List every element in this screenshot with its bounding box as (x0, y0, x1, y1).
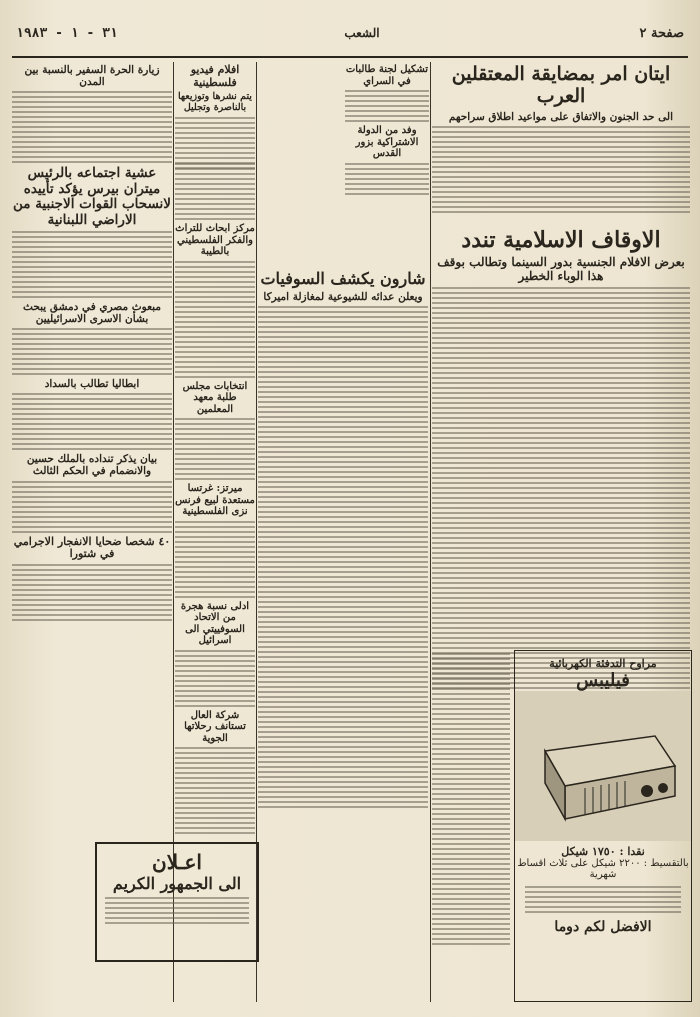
article-body (345, 90, 429, 122)
sharon-article (258, 270, 428, 811)
peres-headline: عشية اجتماعه بالرئيس ميتران بيرس يؤكد تأييده لانسحاب القوات الاجنبية من الاراضي اللبنانية (12, 165, 172, 228)
ambassador-headline: زيارة الحرة السفير بالنسبة بين المدن (24, 64, 160, 89)
lead-article (432, 64, 690, 216)
newspaper-name: الشعب (344, 26, 380, 40)
statement-headline: بيان يذكر تنداده بالملك حسين والانضمام في الحكم الثالث (26, 453, 158, 478)
page-header (12, 20, 688, 58)
article-body (12, 481, 172, 533)
delegation-headline: وفد من الدولة الاشتراكية بزور القدس (355, 125, 419, 159)
article-body (12, 564, 172, 621)
article-body (175, 747, 255, 834)
lower-right-article (432, 650, 510, 948)
elal-headline: شركة العال تستانف رحلاتها الجوية (184, 709, 246, 744)
philips-advertisement (514, 650, 692, 1002)
column-five (12, 64, 172, 624)
lead-subhead: الى حد الجنون والاتفاق على مواعيد اطلاق سراحهم (448, 110, 674, 123)
announcement-subtitle: الى الجمهور الكريم (112, 874, 242, 893)
announcement-body (105, 897, 249, 924)
article-body (345, 163, 429, 195)
immigration-headline: ادلى نسبة هجرة من الاتحاد السوفييتي الى اسرائيل (180, 600, 250, 646)
awqaf-subhead: بعرض الافلام الجنسية بدور السينما وتطالب بوقف هذا الوباء الخطير (437, 255, 685, 284)
article-body (12, 393, 172, 450)
elections-headline: انتخابات مجلس طلبة معهد المعلمين (182, 380, 248, 415)
article-body (175, 261, 255, 378)
ad-slogan: الافضل لكم دوما (554, 919, 652, 935)
awqaf-headline: الاوقاف الاسلامية تندد (461, 228, 661, 253)
envoy-headline: مبعوث مصري في دمشق يبحث بشأن الاسرى الاسرائيليين (23, 301, 161, 326)
italy-headline: ابطاليا تطالب بالسداد (44, 378, 140, 391)
article-body (175, 163, 255, 220)
explosion-headline: ٤٠ شخصا ضحايا الانفجار الاجرامي في شتورا (13, 534, 171, 561)
announcement-box (95, 842, 259, 962)
ad-body (525, 886, 681, 913)
heater-illustration (515, 691, 691, 841)
column-rule (430, 62, 431, 1002)
students-headline: تشكيل لجنة طالبات في السراي (345, 64, 429, 87)
ad-cash-price: نقدا : ١٧٥٠ شيكل (561, 845, 645, 858)
ad-title: مراوح التدفئة الكهربائية (549, 657, 657, 670)
article-body (432, 126, 690, 213)
ad-brand: فيليبس (576, 670, 630, 691)
article-body (432, 287, 690, 689)
page-number: صفحة ٢ (639, 26, 684, 41)
film-subhead: يتم نشرها وتوزيعها بالناصرة وتجليل (178, 91, 252, 114)
article-body (12, 91, 172, 163)
issue-date: ٣١ - ١ - ١٩٨٣ (16, 26, 118, 41)
awqaf-article (432, 228, 690, 692)
article-body (12, 231, 172, 298)
sharon-headline: شارون يكشف السوفيات (260, 270, 426, 288)
research-center-headline: مركز ابحاث للتراث والفكر الفلسطيني بالطيبة (175, 223, 255, 257)
article-body (258, 306, 428, 808)
lead-headline: ايتان امر بمضايقة المعتقلين العرب (451, 64, 671, 107)
article-body (175, 650, 255, 707)
film-headline: افلام فيديو فلسطينية (190, 64, 240, 89)
article-body (175, 521, 255, 598)
sharon-subhead: ويعلن عدائه للشيوعية لمغازلة اميركا (263, 291, 423, 304)
students-article (345, 64, 429, 198)
film-article (175, 64, 255, 172)
column-four (175, 160, 255, 837)
article-body (175, 418, 255, 480)
ad-installments: بالتقسيط : ٢٢٠٠ شيكل على ثلاث اقساط شهرية (517, 858, 689, 880)
announcement-title: اعـلان (152, 850, 202, 874)
article-body (432, 653, 510, 945)
article-body (12, 328, 172, 375)
greece-headline: ميرتز: غرتسا مستعدة لبيع فرنس نزى الفلسطينية (175, 483, 255, 517)
